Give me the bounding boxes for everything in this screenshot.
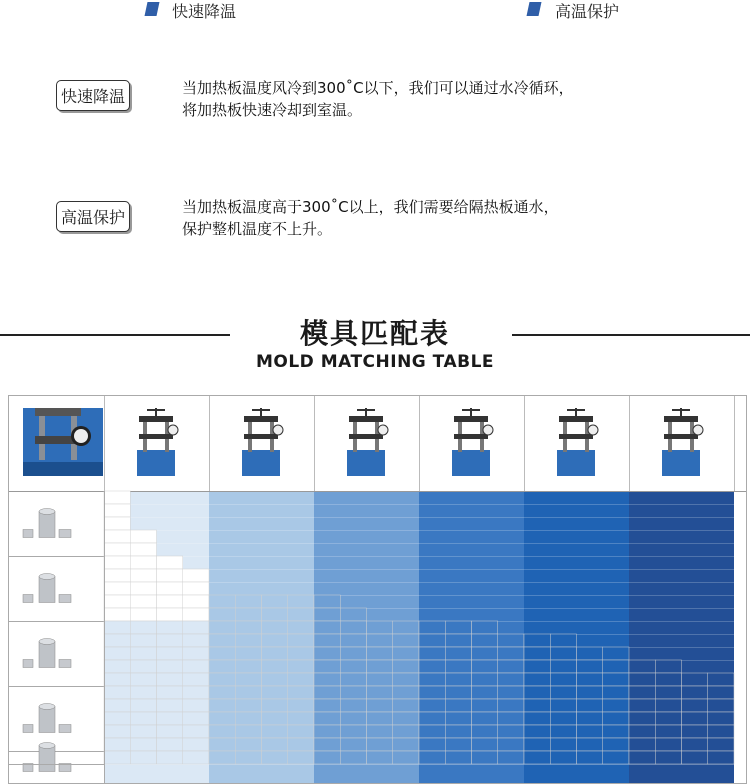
feature-description-line: 将加热板快速冷却到室温。 — [182, 101, 363, 119]
blue-marker-icon — [145, 2, 160, 16]
mold-matching-table — [8, 395, 747, 784]
tab-high-temp-protection[interactable]: 高温保护 — [555, 2, 620, 21]
feature-description-line: 当加热板温度风冷到300˚C以下，我们可以通过水冷循环， — [182, 79, 574, 97]
section-title: 模具匹配表 — [299, 317, 450, 350]
feature-label-high-temp-protection: 高温保护 — [56, 201, 130, 232]
feature-description — [182, 196, 559, 240]
feature-label-quick-cooling: 快速降温 — [56, 80, 130, 111]
feature-description-line: 保护整机温度不上升。 — [182, 220, 333, 238]
tab-quick-cooling[interactable]: 快速降温 — [172, 2, 237, 21]
blue-marker-icon — [527, 2, 542, 16]
feature-description-line: 当加热板温度高于300˚C以上，我们需要给隔热板通水， — [182, 198, 559, 216]
feature-description — [182, 77, 574, 121]
section-subtitle: MOLD MATCHING TABLE — [255, 352, 495, 372]
